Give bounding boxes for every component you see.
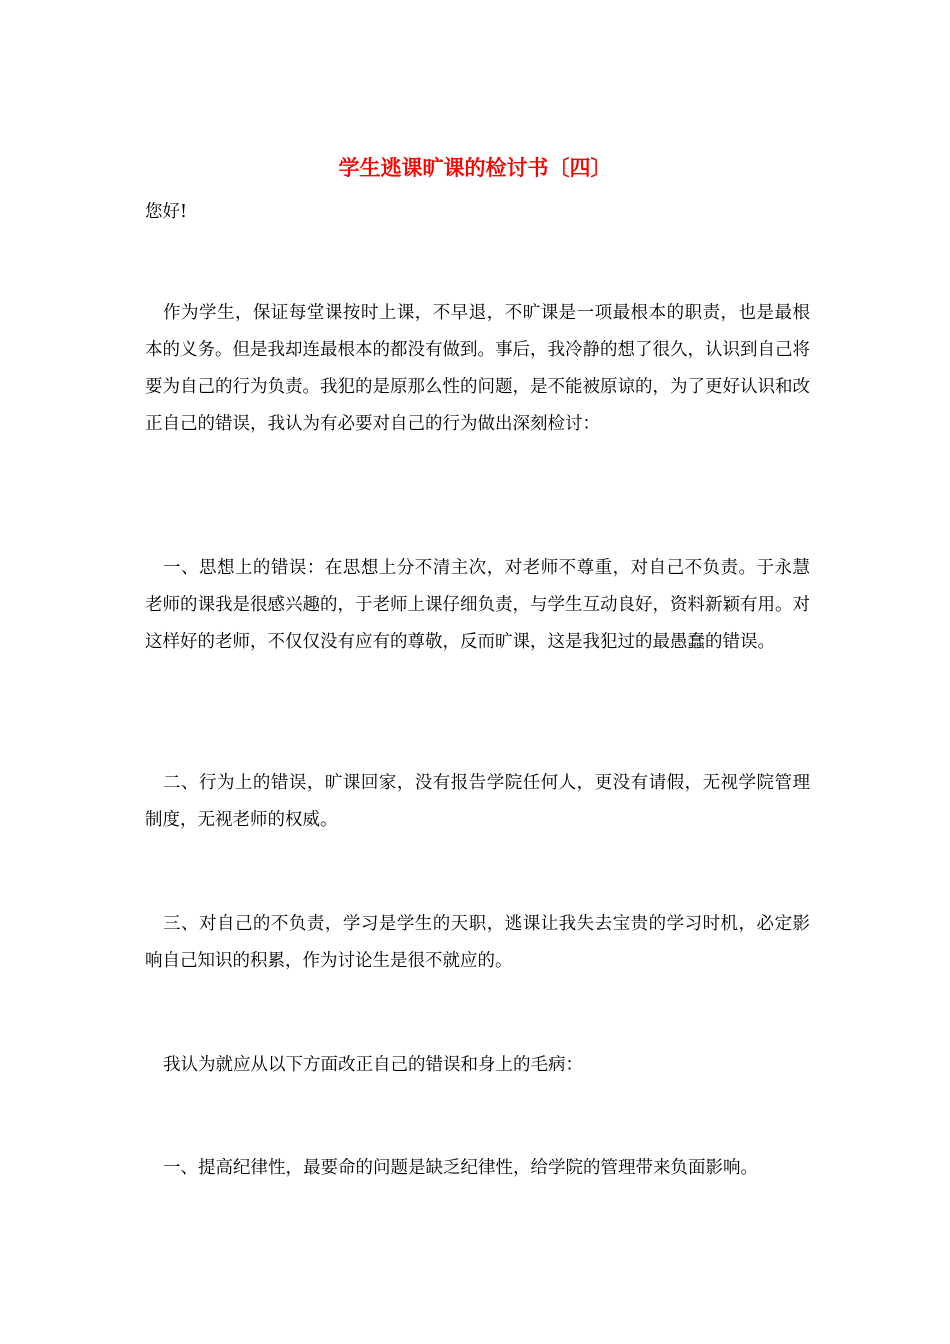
paragraph-improvement-intro: 我认为就应从以下方面改正自己的错误和身上的毛病： — [163, 1055, 583, 1075]
greeting: 您好! — [145, 202, 188, 222]
paragraph-irresponsibility: 三、对自己的不负责，学习是学生的天职，逃课让我失去宝贵的学习时机，必定影响自己知识的积累，作为讨论生是很不就应的。 — [145, 914, 810, 971]
document-title: 学生逃课旷课的检讨书〔四〕 — [338, 155, 612, 180]
paragraph-intro: 作为学生，保证每堂课按时上课，不早退，不旷课是一项最根本的职责，也是最根本的义务。但是我却连最根本的都没有做到。事后，我冷静的想了很久，认识到自己将要为自己的行为负责。我犯的是原那么性的问题，是不能被原谅的，为了更好认识和改正自己的错误，我认为有必要对自己的行为做出深刻检讨： — [145, 303, 810, 434]
paragraph-improve-discipline: 一、提高纪律性，最要命的问题是缺乏纪律性，给学院的管理带来负面影响。 — [163, 1158, 758, 1178]
paragraph-thought-error: 一、思想上的错误：在思想上分不清主次，对老师不尊重，对自己不负责。于永慧老师的课我是很感兴趣的，于老师上课仔细负责，与学生互动良好，资料新颖有用。对这样好的老师，不仅仅没有应有的尊敬，反而旷课，这是我犯过的最愚蠢的错误。 — [145, 558, 810, 652]
paragraph-behavior-error: 二、行为上的错误，旷课回家，没有报告学院任何人，更没有请假，无视学院管理制度，无视老师的权威。 — [145, 773, 810, 830]
